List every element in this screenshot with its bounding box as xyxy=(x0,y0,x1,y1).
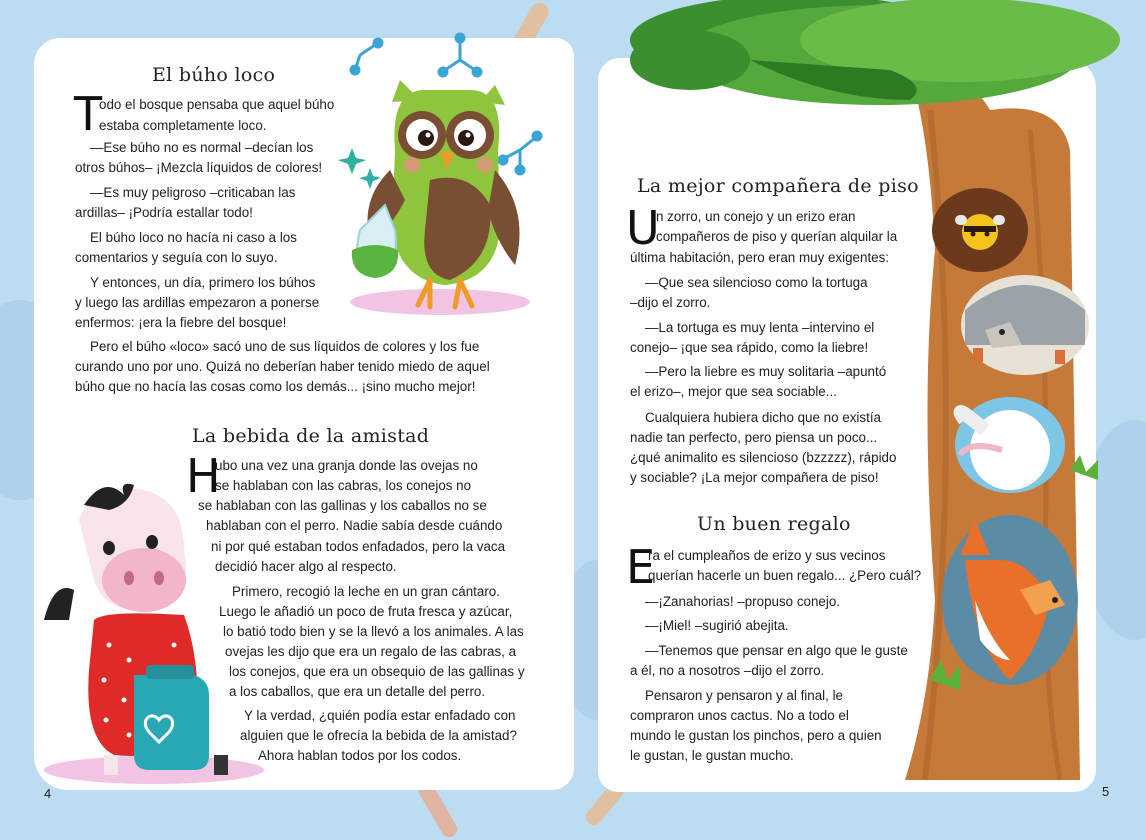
story-line: ra el cumpleaños de erizo y sus vecinos xyxy=(648,548,886,563)
story-line: ovejas les dijo que era un regalo de las cabras, a xyxy=(225,644,517,659)
story-line: lo batió todo bien y se la llevó a los animales. A las xyxy=(223,624,524,639)
story-line: ubo una vez una granja donde las ovejas no xyxy=(215,458,478,473)
story-line: querían hacerle un buen regalo... ¿Pero cuál? xyxy=(648,568,922,583)
story-line: mundo le gustan los pinchos, pero a quien xyxy=(630,728,882,743)
cow-illustration xyxy=(34,470,264,790)
story-line: nadie tan perfecto, pero piensa un poco... xyxy=(630,430,878,445)
story-line: ni por qué estaban todos enfadados, pero la vaca xyxy=(211,539,506,554)
story-line: —Ese búho no es normal –decían los xyxy=(90,140,314,155)
story-title: Un buen regalo xyxy=(697,513,851,535)
story-line: Pensaron y pensaron y al final, le xyxy=(645,688,844,703)
story-line: le gustan, le gustan mucho. xyxy=(630,748,794,763)
story-line: decidió hacer algo al respecto. xyxy=(215,559,397,574)
story-line: compraron unos cactus. No a todo el xyxy=(630,708,849,723)
story-line: ardillas– ¡Podría estallar todo! xyxy=(75,205,253,220)
story-line: ¿qué animalito es silencioso (bzzzzz), rápido xyxy=(630,450,897,465)
story-line: búho que no hacía las cosas como los demás... ¡sino mucho mejor! xyxy=(75,379,476,394)
owl-illustration xyxy=(330,30,550,320)
story-line: Luego le añadió un poco de fruta fresca y azúcar, xyxy=(219,604,513,619)
story-line: última habitación, pero eran muy exigentes: xyxy=(630,250,890,265)
page-number: 5 xyxy=(1102,784,1110,799)
story-title: La mejor compañera de piso xyxy=(637,175,919,197)
story-line: —Pero la liebre es muy solitaria –apuntó xyxy=(645,364,887,379)
story-line: y sociable? ¡La mejor compañera de piso! xyxy=(630,470,879,485)
story-line: los conejos, que era un obsequio de las gallinas y xyxy=(229,664,525,679)
story-line: —Tenemos que pensar en algo que le guste xyxy=(645,643,908,658)
story-line: Pero el búho «loco» sacó uno de sus líquidos de colores y los fue xyxy=(90,339,480,354)
story-line: comentarios y seguía con lo suyo. xyxy=(75,250,278,265)
story-line: Primero, recogió la leche en un gran cántaro. xyxy=(232,584,500,599)
story-line: curando uno por uno. Quizá no deberían haber tenido miedo de aquel xyxy=(75,359,490,374)
page-number: 4 xyxy=(44,786,52,801)
story-line: El búho loco no hacía ni caso a los xyxy=(90,230,297,245)
story-line: –dijo el zorro. xyxy=(630,295,711,310)
story-line: Y entonces, un día, primero los búhos xyxy=(90,275,316,290)
story-line: el erizo–, mejor que sea sociable... xyxy=(630,384,837,399)
story-line: alguien que le ofrecía la bebida de la amistad? xyxy=(240,728,517,743)
story-line: y luego las ardillas empezaron a ponerse xyxy=(75,295,320,310)
story-line: n zorro, un conejo y un erizo eran xyxy=(656,209,856,224)
story-line: —¡Zanahorias! –propuso conejo. xyxy=(645,594,841,609)
story-line: se hablaban con las cabras, los conejos no xyxy=(215,478,472,493)
drop-cap: E xyxy=(626,540,656,594)
story-line: enfermos: ¡era la fiebre del bosque! xyxy=(75,315,287,330)
story-line: Cualquiera hubiera dicho que no existía xyxy=(645,410,881,425)
story-line: estaba completamente loco. xyxy=(99,118,267,133)
story-line: —Que sea silencioso como la tortuga xyxy=(645,275,868,290)
story-line: hablaban con el perro. Nadie sabía desde cuándo xyxy=(206,518,503,533)
story-line: conejo– ¡que sea rápido, como la liebre! xyxy=(630,340,869,355)
story-title: El búho loco xyxy=(152,64,276,86)
story-line: a él, no a nosotros –dijo el zorro. xyxy=(630,663,825,678)
story-line: se hablaban con las gallinas y los caballos no se xyxy=(198,498,487,513)
story-title: La bebida de la amistad xyxy=(192,425,430,447)
story-line: odo el bosque pensaba que aquel búho xyxy=(99,97,335,112)
story-line: Y la verdad, ¿quién podía estar enfadado con xyxy=(244,708,516,723)
story-line: —¡Miel! –sugirió abejita. xyxy=(645,618,789,633)
drop-cap: T xyxy=(74,87,103,141)
story-line: —La tortuga es muy lenta –intervino el xyxy=(645,320,875,335)
drop-cap: H xyxy=(186,449,221,503)
story-line: otros búhos– ¡Mezcla líquidos de colores! xyxy=(75,160,323,175)
story-line: Ahora hablan todos por los codos. xyxy=(258,748,462,763)
story-line: a los caballos, que era un detalle del perro. xyxy=(229,684,486,699)
story-line: —Es muy peligroso –criticaban las xyxy=(90,185,296,200)
drop-cap: U xyxy=(626,201,660,255)
story-line: compañeros de piso y querían alquilar la xyxy=(656,229,898,244)
